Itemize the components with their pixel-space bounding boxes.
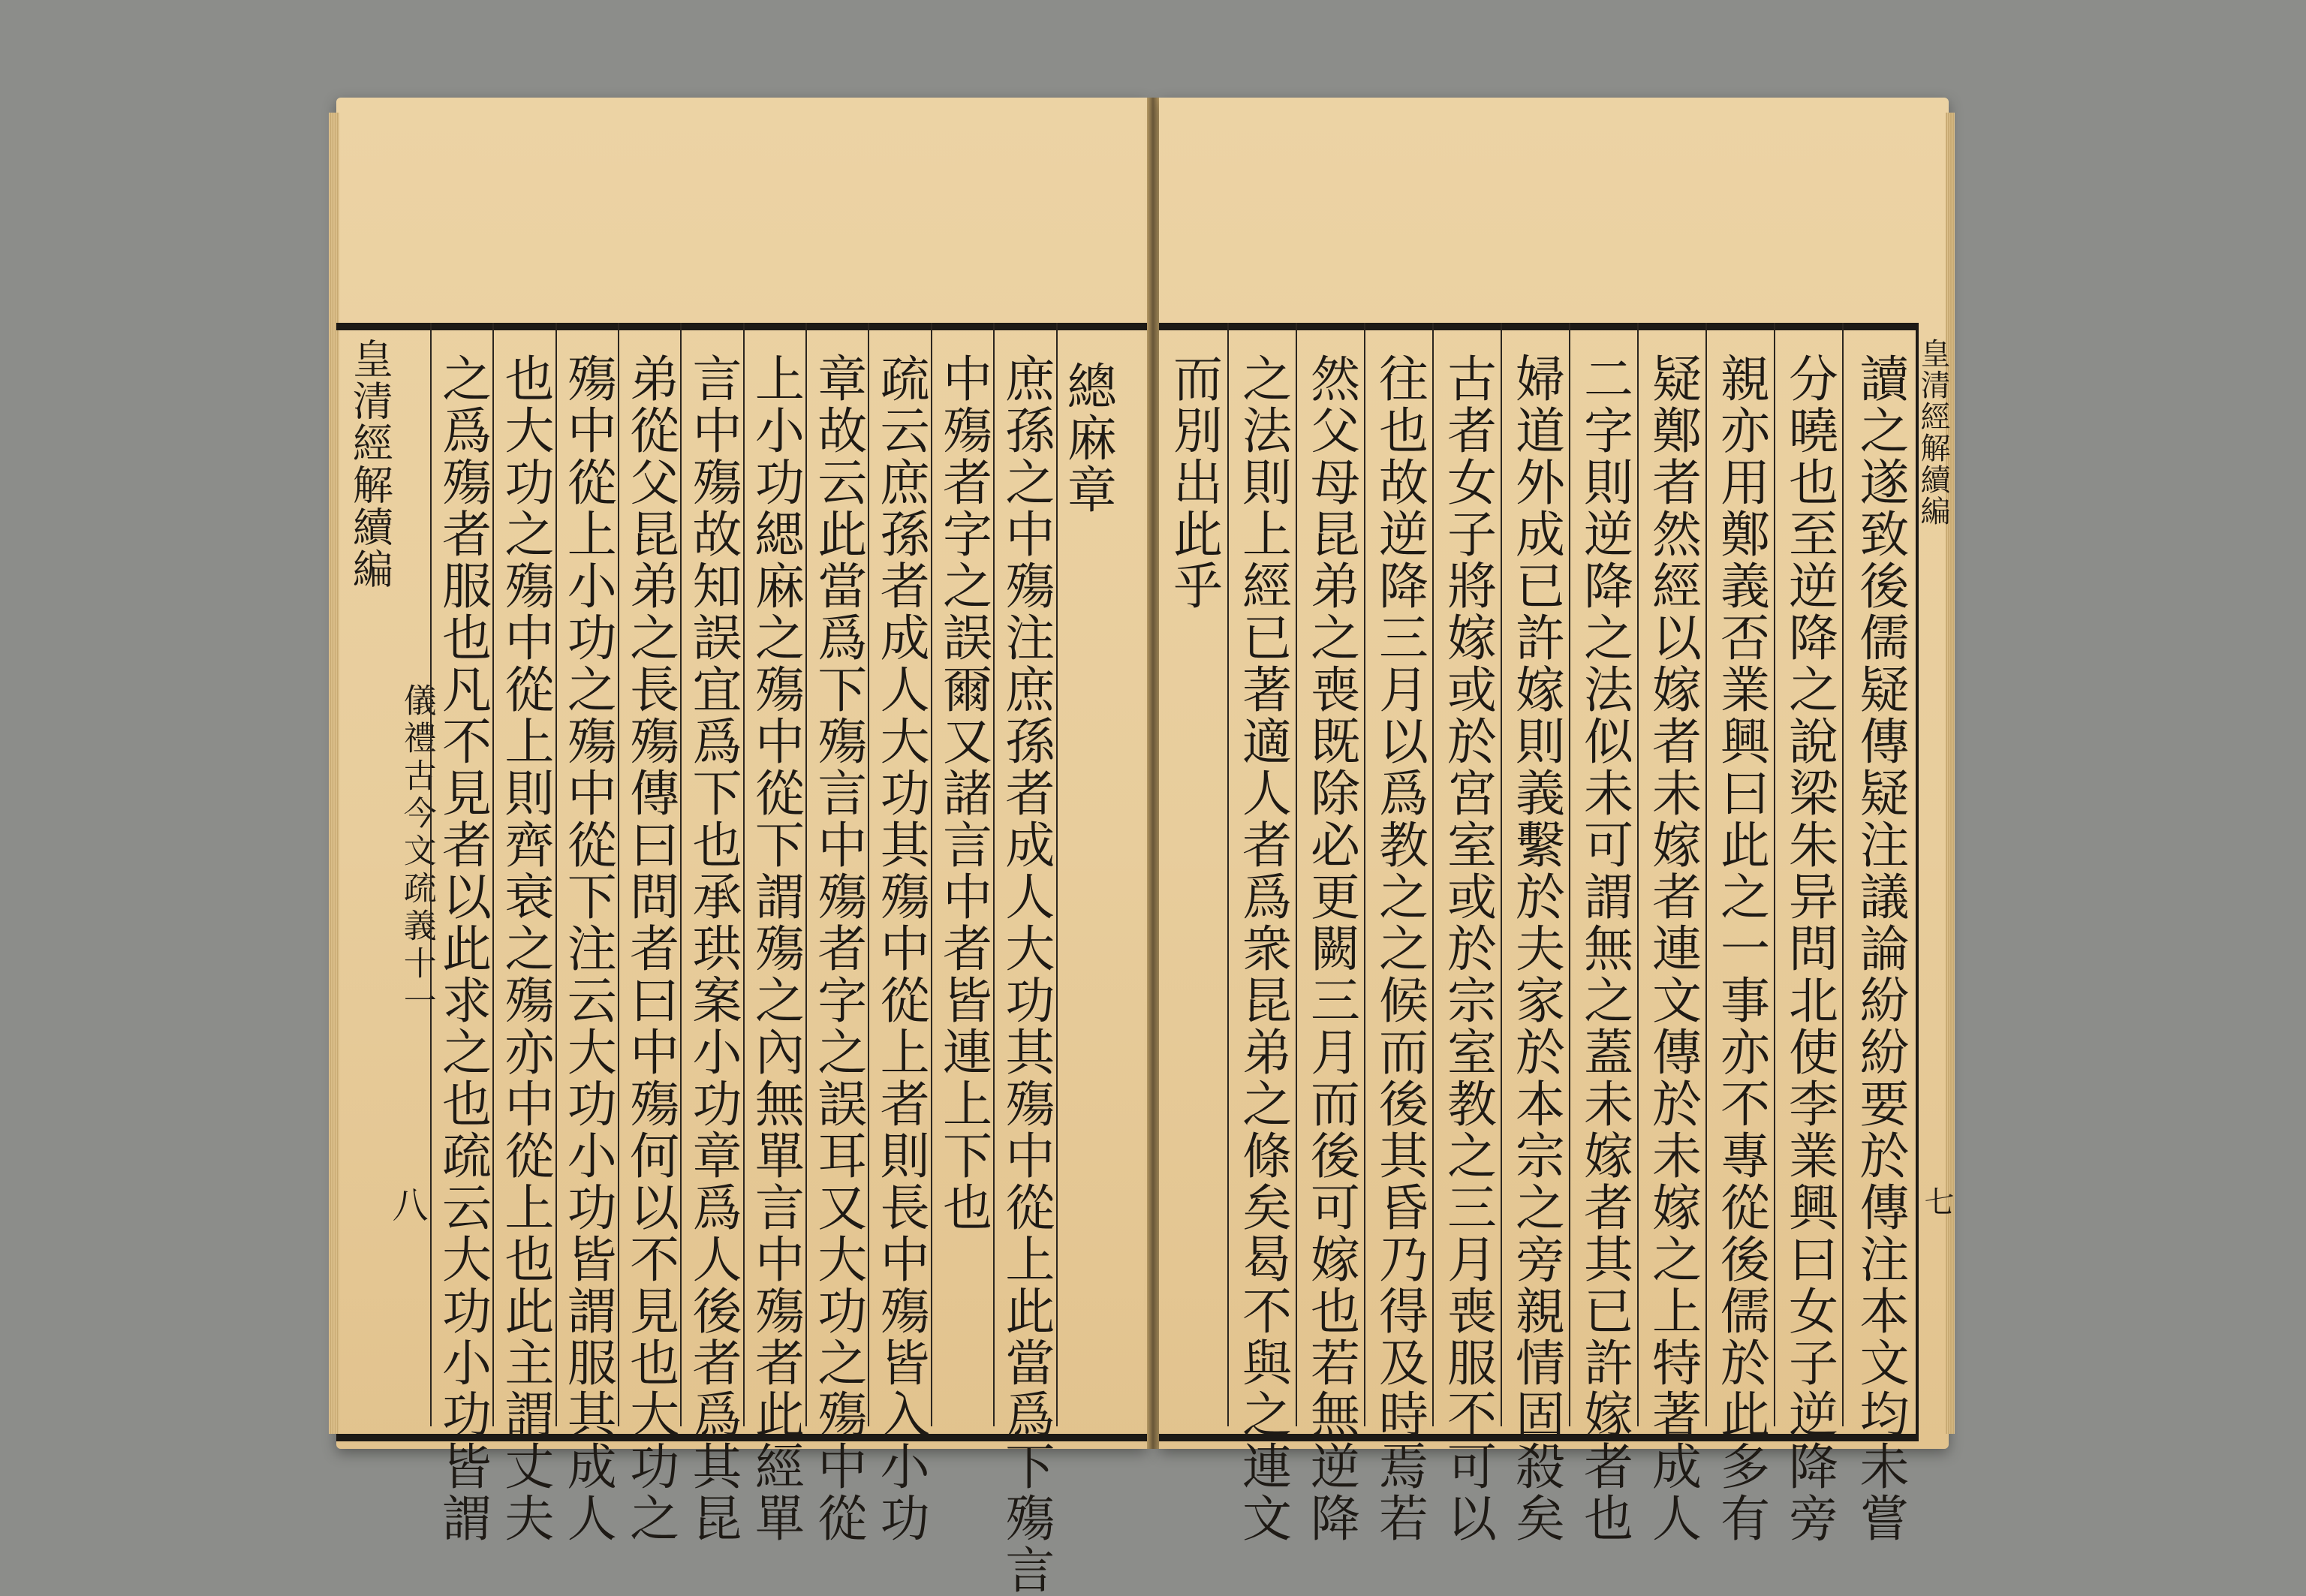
text-column: [1501, 323, 1569, 1544]
text-column: [1774, 323, 1842, 1544]
column-text: 殤中從上小功之殤中從下注云大功小功皆謂服其成人: [558, 353, 617, 1544]
column-text: 言中殤故知誤宜爲下也承珙案小功章爲人後者爲其昆: [683, 353, 742, 1544]
column-text: 疏云庶孫者成人大功其殤中從上者則長中殤皆入小功: [872, 353, 930, 1544]
text-column: [492, 323, 555, 1544]
right-page-number: 七: [1919, 1186, 1954, 1216]
column-text: 之法則上經已著適人者爲衆昆弟之條矣曷不與之連文: [1233, 353, 1292, 1544]
text-column: [805, 323, 868, 1544]
column-text: 分曉也至逆降之說梁朱异問北使李業興曰女子逆降旁: [1780, 353, 1838, 1544]
text-column: [1569, 323, 1637, 1544]
text-column: [1227, 323, 1296, 1544]
column-text: 之爲殤者服也凡不見者以此求之也疏云大功小功皆謂: [433, 353, 492, 1544]
left-page: [336, 98, 1147, 1596]
column-text: 二字則逆降之法似未可謂無之蓋未嫁者其已許嫁者也: [1575, 353, 1633, 1544]
column-text: 婦道外成已許嫁則義繫於夫家於本宗之旁親情固殺矣: [1507, 353, 1565, 1544]
left-spine-sub-column: [397, 323, 436, 1426]
left-spine-column: [336, 323, 403, 1426]
column-text: 往也故逆降三月以爲教之之候而後其昏乃得及時焉若: [1370, 353, 1428, 1544]
spine-subtitle: 儀禮古今文疏義十一: [397, 683, 436, 1021]
column-text: 弟從父昆弟之長殤傳曰問者曰中殤何以不見也大功之: [621, 353, 679, 1544]
column-text: 古者女子將嫁或於宮室或於宗室教之三月喪服不可以: [1438, 353, 1497, 1544]
text-column: [931, 323, 993, 1426]
column-text: 章故云此當爲下殤言中殤者字之誤耳又大功之殤中從: [808, 353, 867, 1544]
text-column: [1637, 323, 1705, 1544]
text-column: [430, 323, 492, 1544]
text-column: [680, 323, 742, 1544]
right-spine-column: [1917, 323, 1949, 1426]
column-text: 疑鄭者然經以嫁者未嫁者連文傳於未嫁之上特著成人: [1643, 353, 1702, 1544]
text-column: [1705, 323, 1774, 1544]
text-column: [1364, 323, 1432, 1544]
text-column: [868, 323, 930, 1544]
text-column: [555, 323, 618, 1544]
column-text: 而別出此乎: [1164, 353, 1223, 612]
column-text: 中殤者字之誤爾又諸言中者皆連上下也: [934, 353, 992, 1233]
open-book: [336, 98, 1954, 1596]
column-text: 然父母昆弟之喪既除必更闕三月而後可嫁也若無逆降: [1302, 353, 1360, 1544]
right-page: [1159, 98, 1954, 1544]
spine-title: 皇清經解續編: [1916, 338, 1950, 527]
column-text: 也大功之殤中從上則齊衰之殤亦中從上也此主謂丈夫: [495, 353, 554, 1544]
book-gutter: [1147, 98, 1159, 1449]
chapter-heading: 總麻章: [1058, 360, 1117, 516]
text-column: [993, 323, 1055, 1596]
text-column: [1432, 323, 1501, 1544]
column-text: 讀之遂致後儒疑傳疑注議論紛紛要於傳注本文均未嘗: [1851, 353, 1909, 1544]
column-text: 庶孫之中殤注庶孫者成人大功其殤中從上此當爲下殤言: [996, 353, 1055, 1596]
right-columns: [1159, 323, 1916, 1544]
left-page-number: 八: [386, 1186, 428, 1222]
heading-column: [1056, 323, 1118, 1426]
column-text: 上小功緦麻之殤中從下謂殤之內無單言中殤者此經單: [746, 353, 805, 1544]
left-columns: [336, 323, 1117, 1596]
text-column: [1296, 323, 1364, 1544]
text-column: [1842, 323, 1916, 1544]
text-column: [1159, 323, 1227, 1426]
text-column: [618, 323, 680, 1544]
column-text: 親亦用鄭義否業興曰此之一事亦不專從後儒於此多有: [1711, 353, 1770, 1544]
text-column: [743, 323, 805, 1544]
spine-title: 皇清經解續編: [346, 338, 394, 590]
